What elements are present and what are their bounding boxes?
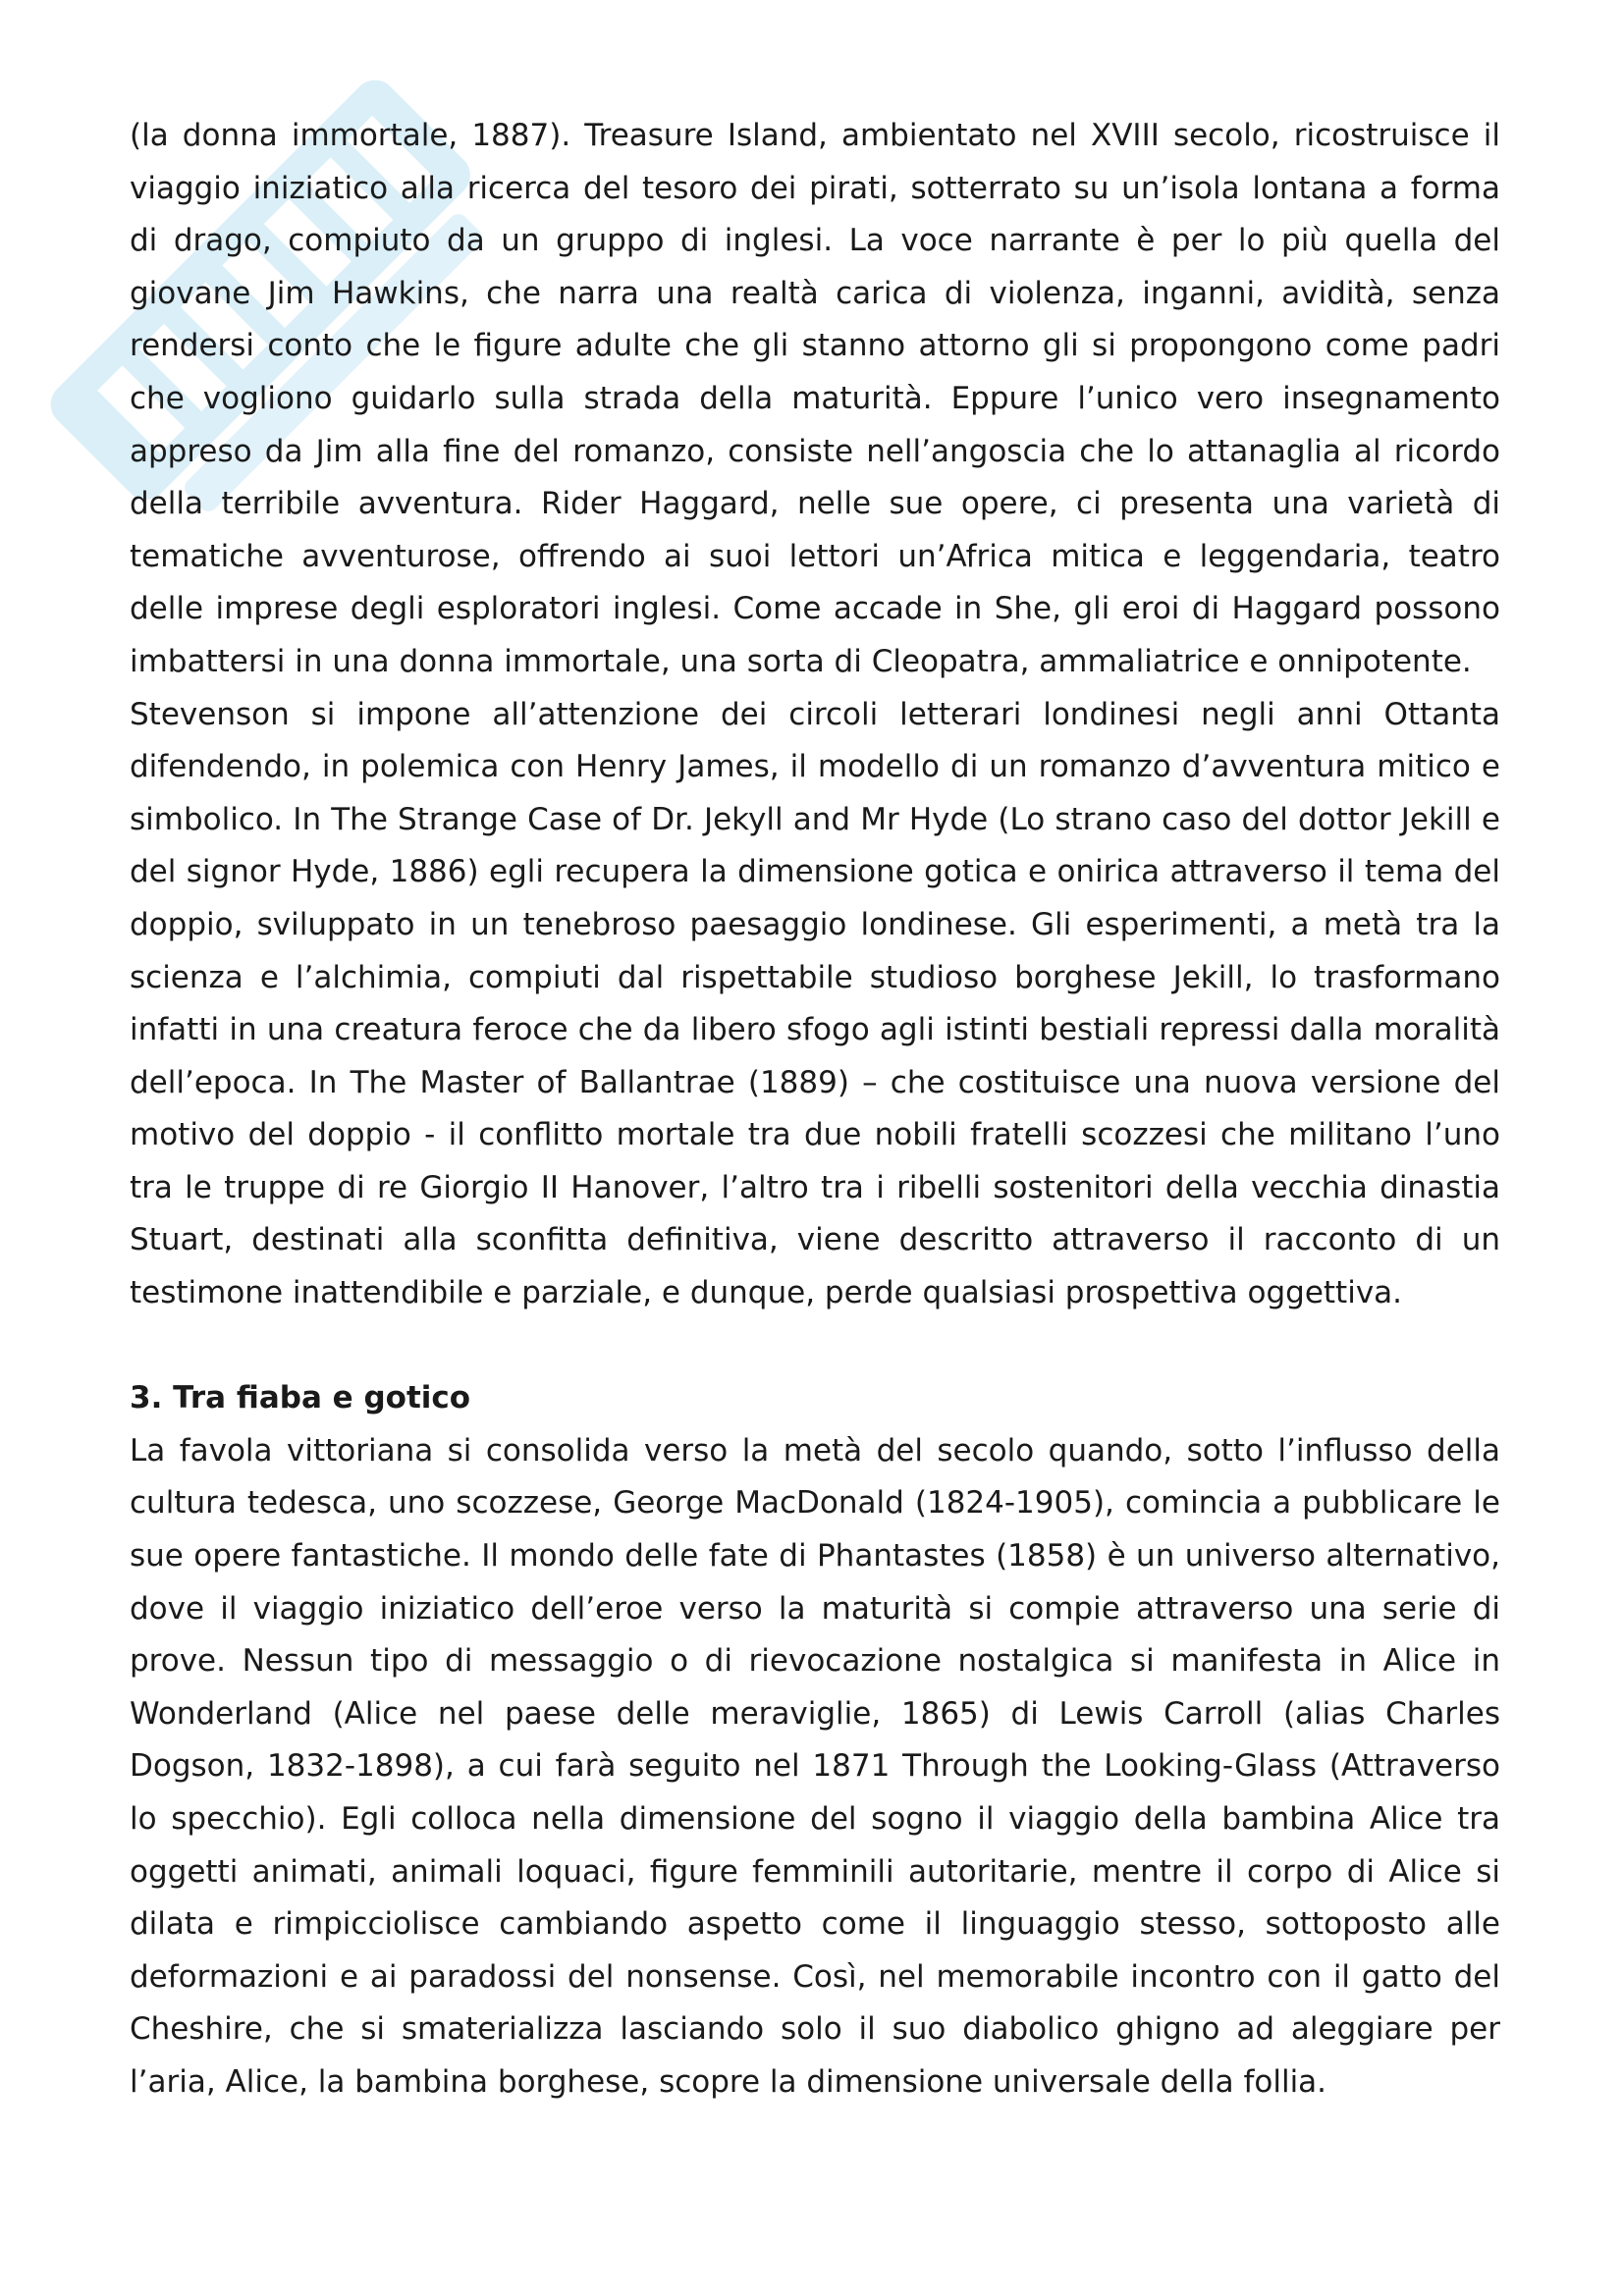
paragraph: Stevenson si impone all’attenzione dei circoli letterari londinesi negli anni Ottanta difendendo, in polemica con Henry James, il modello di un romanzo d’avventura mitico e simbolico. In The Strange Case of Dr. Jekyll and Mr Hyde (Lo strano caso del dottor Jekill e del signor Hyde, 1886) egli recupera la dimensione gotica e onirica attraverso il tema del doppio, sviluppato in un tenebroso paesaggio londinese. Gli esperimenti, a metà tra la scienza e l’alchimia, compiuti dal rispettabile studioso borghese Jekill, lo trasformano infatti in una creatura feroce che da libero sfogo agli istinti bestiali repressi dalla moralità dell’epoca. In The Master of Ballantrae (1889) – che costituisce una nuova versione del motivo del doppio - il conflitto mortale tra due nobili fratelli scozzesi che militano l’uno tra le truppe di re Giorgio II Hanover, l’altro tra i ribelli sostenitori della vecchia dinastia Stuart, destinati alla sconfitta definitiva, viene descritto attraverso il racconto di un testimone inattendibile e parziale, e dunque, perde qualsiasi prospettiva oggettiva. [130, 696, 1500, 1311]
paragraph: La favola vittoriana si consolida verso la metà del secolo quando, sotto l’influsso della cultura tedesca, uno scozzese, George MacDonald (1824-1905), comincia a pubblicare le sue opere fantastiche. Il mondo delle fate di Phantastes (1858) è un universo alternativo, dove il viaggio iniziatico dell’eroe verso la maturità si compie attraverso una serie di prove. Nessun tipo di messaggio o di rievocazione nostalgica si manifesta in Alice in Wonderland (Alice nel paese delle meraviglie, 1865) di Lewis Carroll (alias Charles Dogson, 1832-1898), a cui farà seguito nel 1871 Through the Looking-Glass (Attraverso lo specchio). Egli colloca nella dimensione del sogno il viaggio della bambina Alice tra oggetti animati, animali loquaci, figure femminili autoritarie, mentre il corpo di Alice si dilata e rimpicciolisce cambiando aspetto come il linguaggio stesso, sottoposto alle deformazioni e ai paradossi del nonsense. Così, nel memorabile incontro con il gatto del Cheshire, che si smaterializza lasciando solo il suo diabolico ghigno ad aleggiare per l’aria, Alice, la bambina borghese, scopre la dimensione universale della follia. [130, 1432, 1500, 2100]
paragraph: (la donna immortale, 1887). Treasure Island, ambientato nel XVIII secolo, ricostruisce il viaggio iniziatico alla ricerca del tesoro dei pirati, sotterrato su un’isola lontana a forma di drago, compiuto da un gruppo di inglesi. La voce narrante è per lo più quella del giovane Jim Hawkins, che narra una realtà carica di violenza, inganni, avidità, senza rendersi conto che le figure adulte che gli stanno attorno gli si propongono come padri che vogliono guidarlo sulla strada della maturità. Eppure l’unico vero insegnamento appreso da Jim alla fine del romanzo, consiste nell’angoscia che lo attanaglia al ricordo della terribile avventura. Rider Haggard, nelle sue opere, ci presenta una varietà di tematiche avventurose, offrendo ai suoi lettori un’Africa mitica e leggendaria, teatro delle imprese degli esploratori inglesi. Come accade in She, gli eroi di Haggard possono imbattersi in una donna immortale, una sorta di Cleopatra, ammaliatrice e onnipotente. [130, 118, 1500, 679]
section-heading: 3. Tra fiaba e gotico [130, 1380, 471, 1416]
document-page [130, 110, 1500, 2109]
